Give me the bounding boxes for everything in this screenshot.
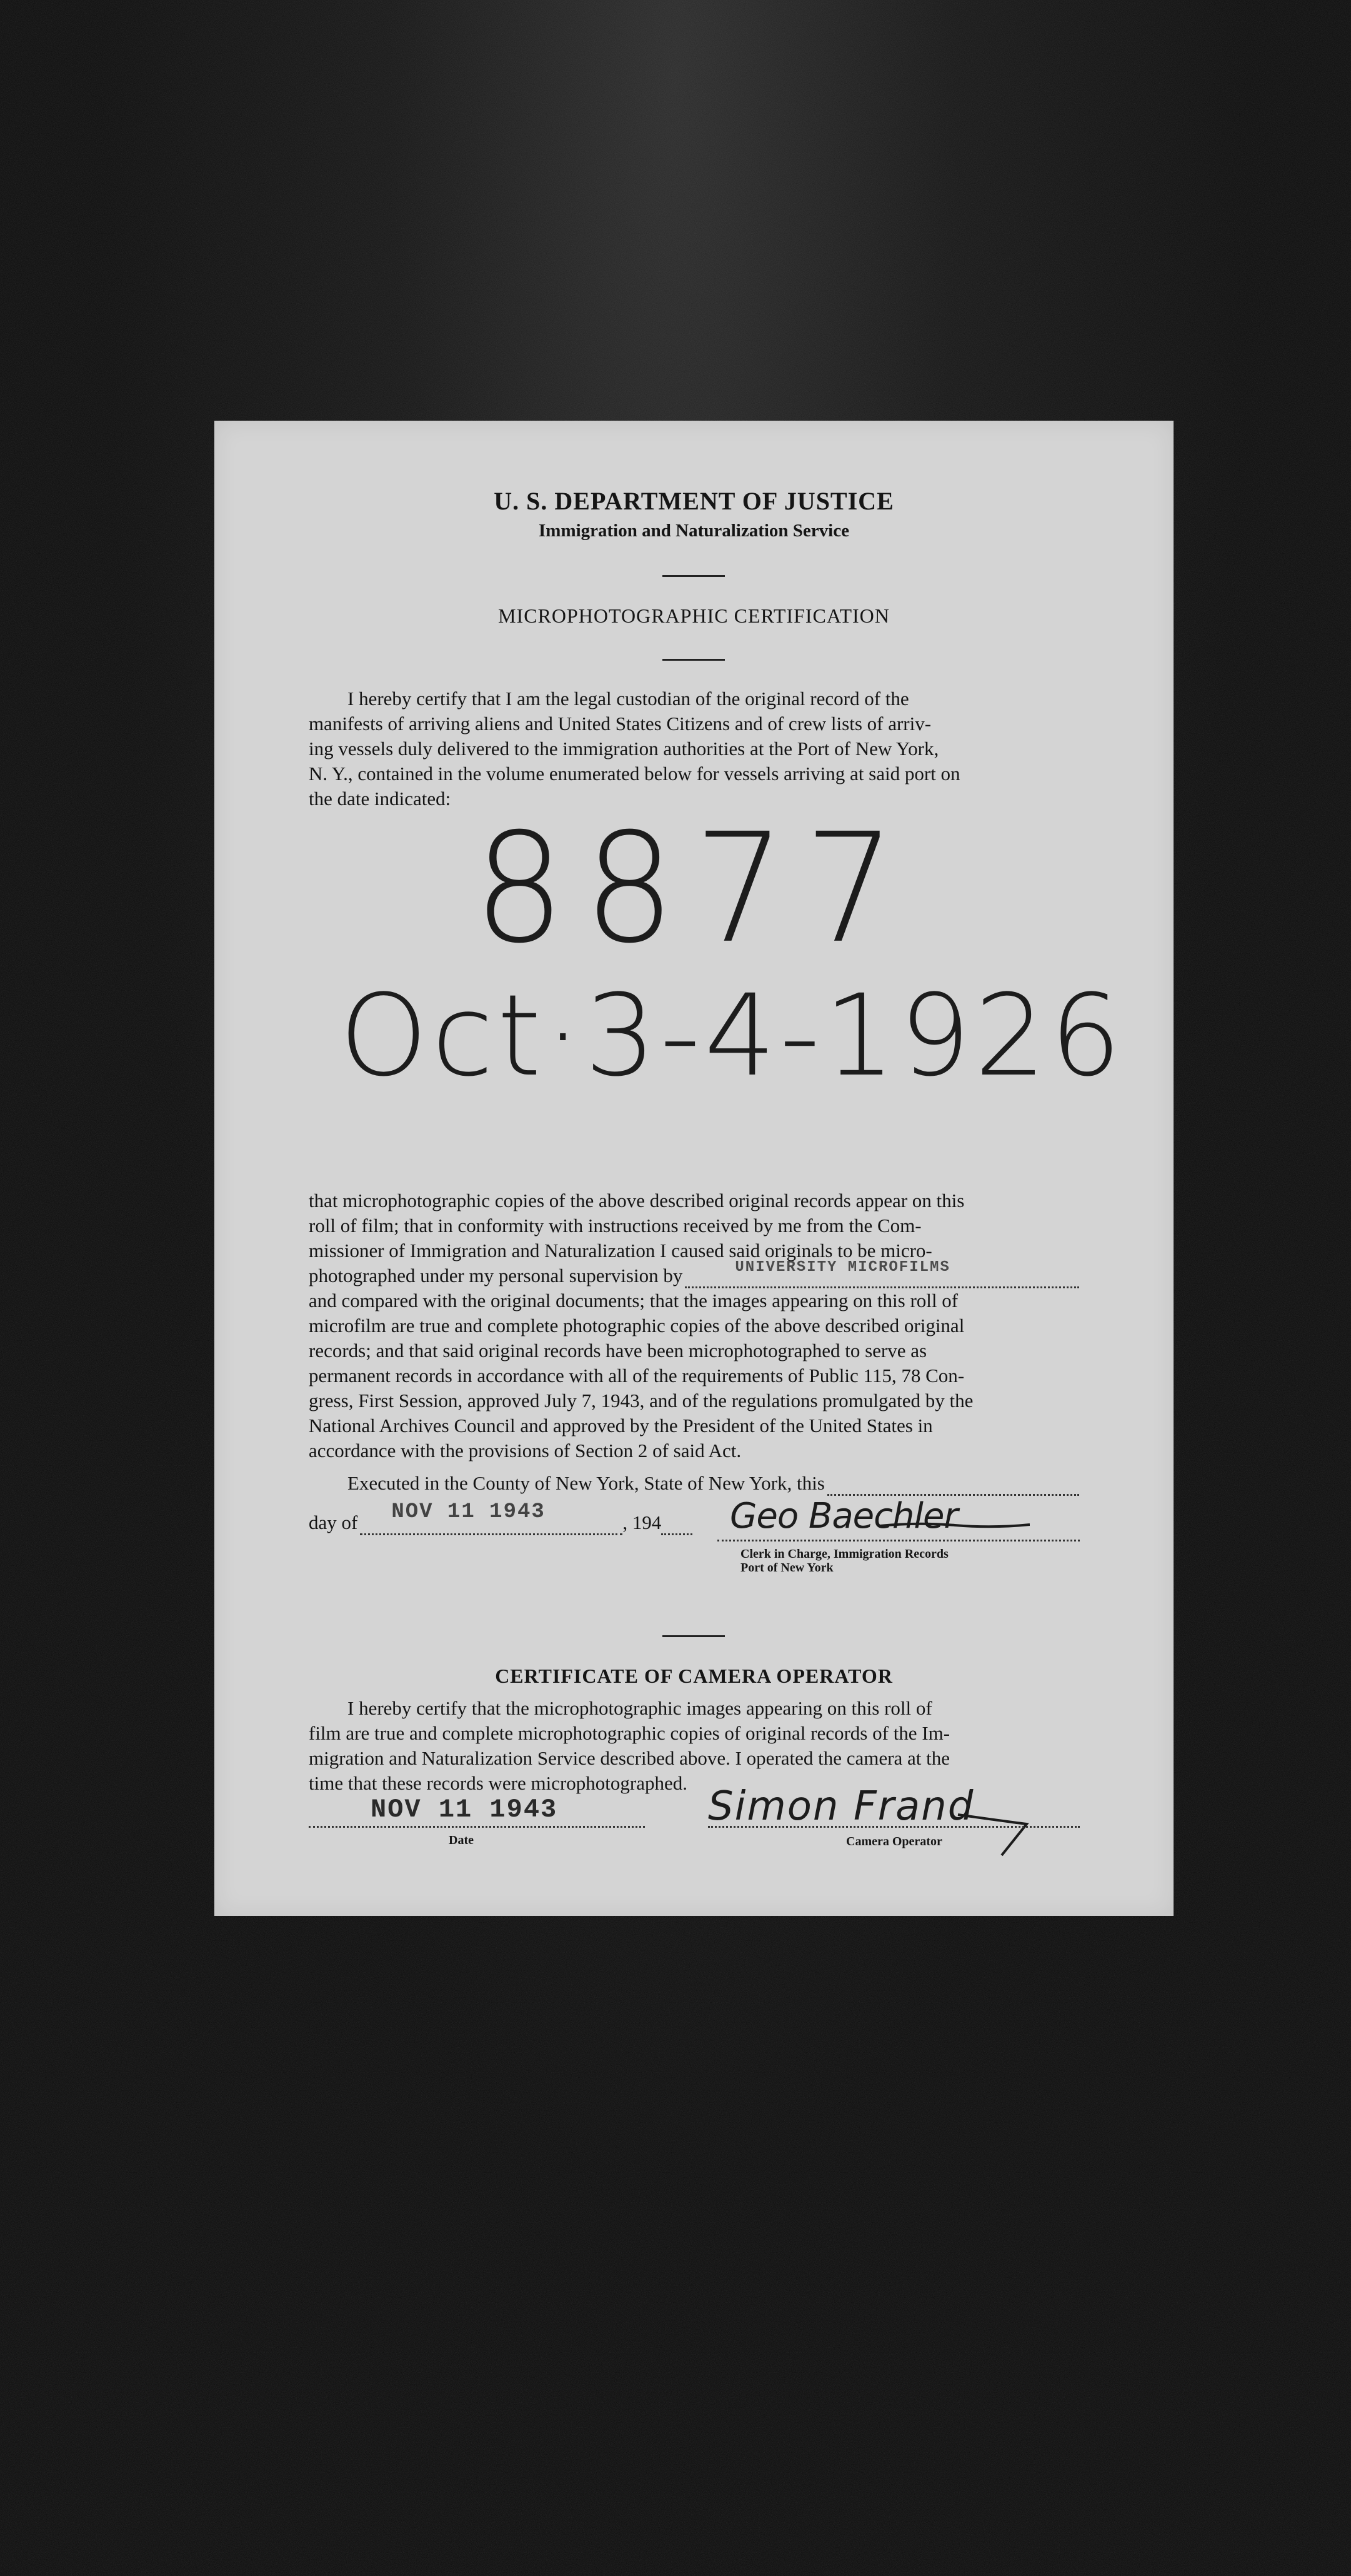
camera-operator-title: CERTIFICATE OF CAMERA OPERATOR bbox=[495, 1665, 893, 1687]
department-title: U. S. DEPARTMENT OF JUSTICE bbox=[494, 487, 894, 515]
day-of-line bbox=[309, 1500, 702, 1535]
clerk-title-line: Clerk in Charge, Immigration Records bbox=[740, 1547, 949, 1561]
body-line: records; and that said original records have been microphotographed to serve as bbox=[309, 1340, 927, 1361]
certification-body bbox=[309, 1188, 1079, 1463]
intro-line: I hereby certify that I am the legal custodian of the original record of the bbox=[347, 688, 909, 709]
day-of-stamp: NOV 11 1943 bbox=[391, 1500, 546, 1524]
clerk-title-line: Port of New York bbox=[740, 1561, 834, 1575]
clerk-signature: Geo Baechler bbox=[730, 1496, 958, 1536]
camera-date-label: Date bbox=[449, 1833, 474, 1847]
supervisor-fill-line bbox=[685, 1259, 1079, 1288]
divider-rule bbox=[662, 1635, 725, 1637]
signature-tail bbox=[952, 1802, 1039, 1858]
intro-paragraph bbox=[309, 686, 1079, 811]
clerk-title bbox=[740, 1547, 1090, 1575]
divider-rule bbox=[662, 575, 725, 577]
camera-line: migration and Naturalization Service described above. I operated the camera at the bbox=[309, 1747, 950, 1769]
year-label: , 194 bbox=[622, 1511, 662, 1533]
intro-line: manifests of arriving aliens and United States Citizens and of crew lists of arriv- bbox=[309, 713, 932, 734]
camera-date-line bbox=[309, 1826, 645, 1828]
clerk-signature-area bbox=[717, 1496, 1080, 1540]
executed-fill-line bbox=[827, 1476, 1079, 1496]
camera-date-stamp: NOV 11 1943 bbox=[371, 1795, 558, 1825]
body-line: roll of film; that in conformity with instructions received by me from the Com- bbox=[309, 1215, 922, 1236]
camera-operator-label: Camera Operator bbox=[846, 1835, 942, 1848]
executed-line bbox=[309, 1471, 1079, 1496]
body-line-text: photographed under my personal supervision by bbox=[309, 1265, 683, 1286]
intro-line: ing vessels duly delivered to the immigration authorities at the Port of New York, bbox=[309, 738, 939, 759]
camera-line: film are true and complete microphotographic copies of original records of the Im- bbox=[309, 1722, 950, 1744]
camera-operator-line bbox=[708, 1826, 1080, 1828]
body-line: accordance with the provisions of Section 2 of said Act. bbox=[309, 1440, 742, 1461]
certificate-sheet bbox=[214, 421, 1174, 1916]
certification-title: MICROPHOTOGRAPHIC CERTIFICATION bbox=[498, 604, 890, 627]
camera-operator-paragraph bbox=[309, 1696, 1079, 1796]
clerk-signature-line bbox=[717, 1540, 1080, 1541]
body-line: missioner of Immigration and Naturalization I caused said originals to be micro- bbox=[309, 1240, 932, 1261]
intro-line: N. Y., contained in the volume enumerated below for vessels arriving at said port on bbox=[309, 763, 960, 784]
day-of-fill-line bbox=[360, 1500, 622, 1535]
body-line: National Archives Council and approved by the President of the United States in bbox=[309, 1415, 933, 1436]
body-line: gress, First Session, approved July 7, 1943, and of the regulations promulgated by the bbox=[309, 1390, 974, 1411]
camera-operator-signature: Simon Frand bbox=[708, 1783, 975, 1830]
body-line: that microphotographic copies of the above described original records appear on this bbox=[309, 1190, 965, 1211]
body-line-supervisor bbox=[309, 1259, 1079, 1288]
service-subtitle: Immigration and Naturalization Service bbox=[539, 521, 849, 541]
body-line: permanent records in accordance with all of the requirements of Public 115, 78 Con- bbox=[309, 1365, 965, 1386]
year-fill-line bbox=[661, 1516, 692, 1535]
body-line: and compared with the original documents; that the images appearing on this roll of bbox=[309, 1290, 959, 1311]
body-line: microfilm are true and complete photographic copies of the above described original bbox=[309, 1315, 965, 1336]
handwritten-volume-number: 8877 bbox=[473, 801, 915, 977]
handwritten-date: Oct·3-4-1926 bbox=[339, 971, 1125, 1101]
camera-line: I hereby certify that the microphotographic images appearing on this roll of bbox=[347, 1697, 932, 1719]
supervisor-stamp: UNIVERSITY MICROFILMS bbox=[735, 1259, 950, 1276]
divider-rule bbox=[662, 659, 725, 661]
camera-line: time that these records were microphotographed. bbox=[309, 1772, 687, 1794]
executed-text: Executed in the County of New York, State of New York, this bbox=[347, 1472, 825, 1494]
intro-line: the date indicated: bbox=[309, 788, 451, 809]
signature-flourish bbox=[880, 1520, 1030, 1532]
day-of-label: day of bbox=[309, 1511, 358, 1533]
